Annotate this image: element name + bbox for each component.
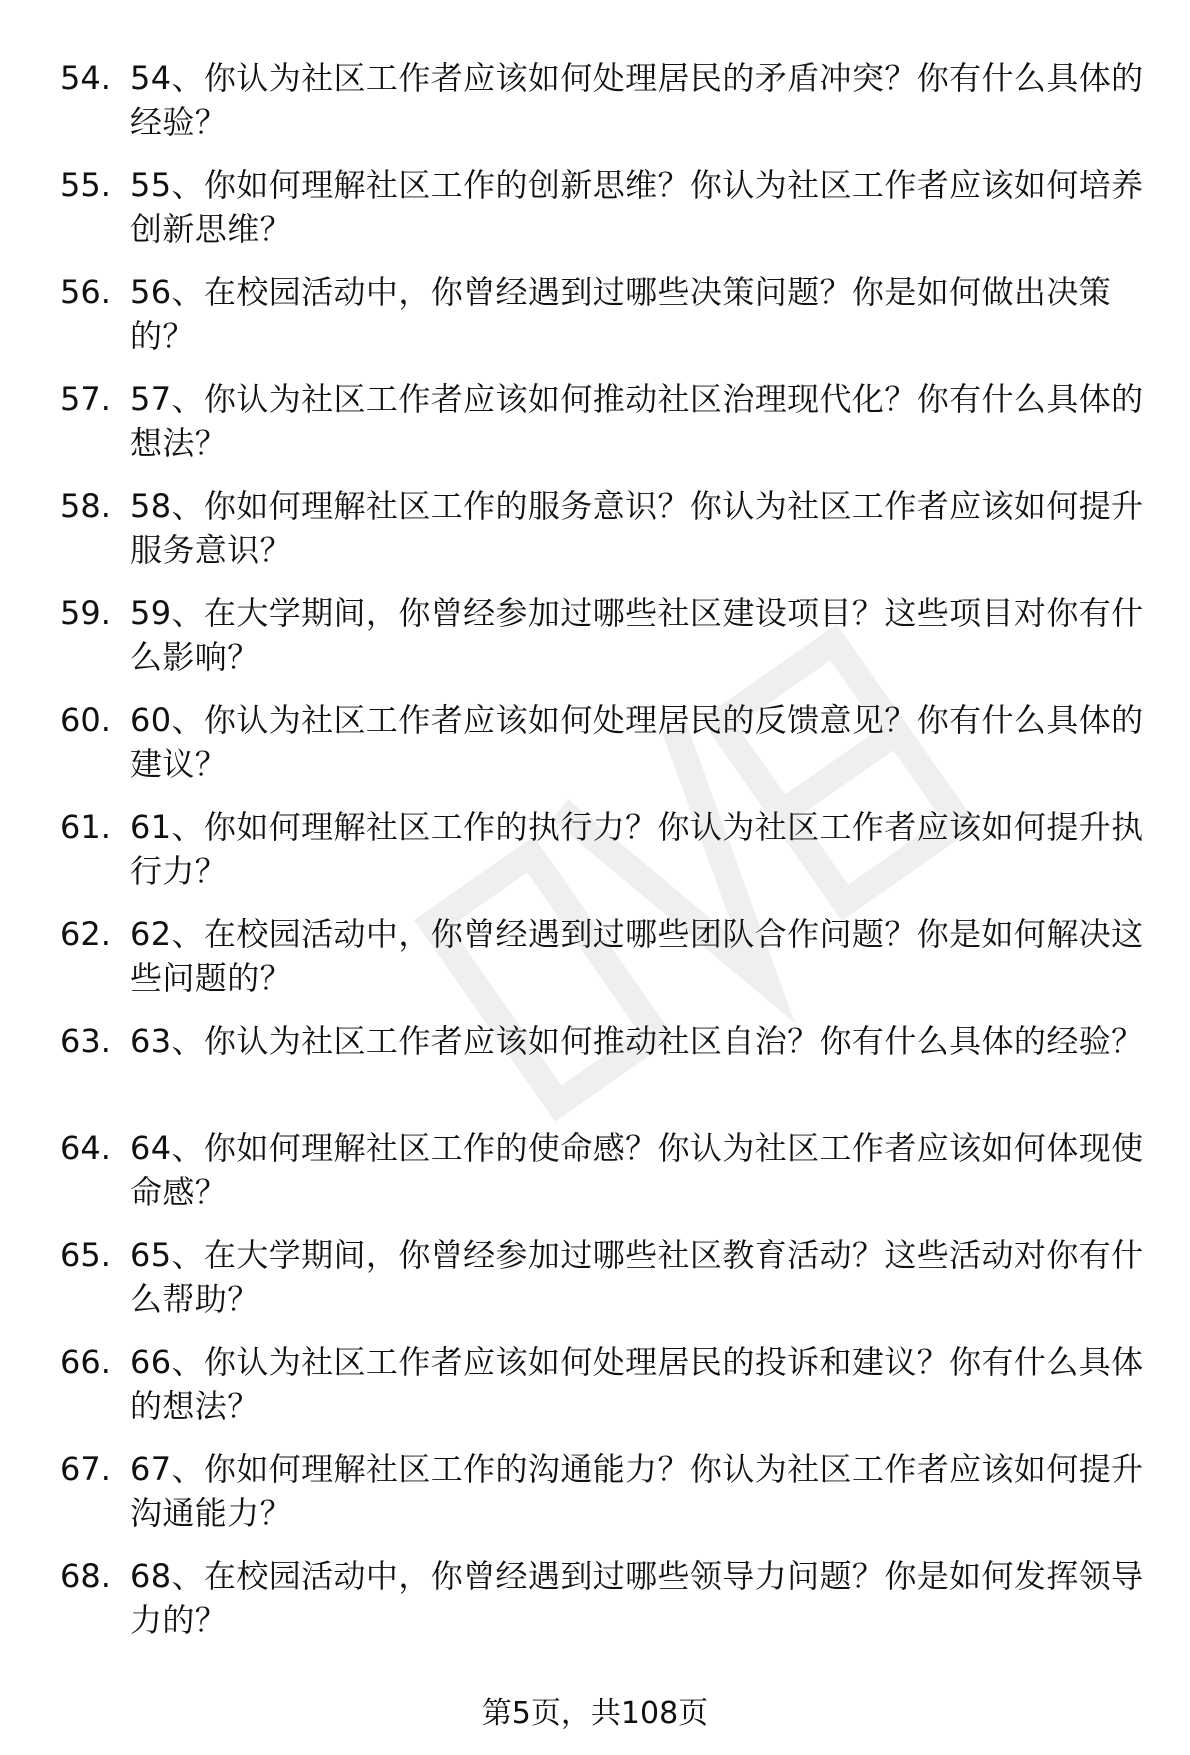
list-item <box>60 56 1160 163</box>
question-number: 68. <box>60 1557 111 1595</box>
list-item <box>60 163 1160 270</box>
list-item <box>60 591 1160 698</box>
question-text: 54、你认为社区工作者应该如何处理居民的矛盾冲突？你有什么具体的经验？ <box>130 59 1144 141</box>
question-number: 66. <box>60 1343 111 1381</box>
list-item <box>60 484 1160 591</box>
question-number: 58. <box>60 487 111 525</box>
list-item <box>60 698 1160 805</box>
question-text: 67、你如何理解社区工作的沟通能力？你认为社区工作者应该如何提升沟通能力？ <box>130 1450 1144 1532</box>
question-text: 63、你认为社区工作者应该如何推动社区自治？你有什么具体的经验？ <box>130 1022 1144 1060</box>
question-list <box>60 56 1160 1661</box>
list-item <box>60 1447 1160 1554</box>
question-text: 58、你如何理解社区工作的服务意识？你认为社区工作者应该如何提升服务意识？ <box>130 487 1144 569</box>
list-item <box>60 270 1160 377</box>
question-text: 62、在校园活动中，你曾经遇到过哪些团队合作问题？你是如何解决这些问题的？ <box>130 915 1144 997</box>
question-text: 65、在大学期间，你曾经参加过哪些社区教育活动？这些活动对你有什么帮助？ <box>130 1236 1144 1318</box>
question-number: 65. <box>60 1236 111 1274</box>
list-item <box>60 377 1160 484</box>
question-text: 59、在大学期间，你曾经参加过哪些社区建设项目？这些项目对你有什么影响？ <box>130 594 1144 676</box>
question-number: 59. <box>60 594 111 632</box>
list-item <box>60 805 1160 912</box>
page-footer: 第5页，共108页 <box>481 1696 709 1731</box>
list-item <box>60 1019 1160 1126</box>
question-number: 64. <box>60 1129 111 1167</box>
list-item <box>60 912 1160 1019</box>
question-text: 66、你认为社区工作者应该如何处理居民的投诉和建议？你有什么具体的想法？ <box>130 1343 1144 1425</box>
list-item <box>60 1340 1160 1447</box>
list-item <box>60 1126 1160 1233</box>
question-number: 61. <box>60 808 111 846</box>
question-number: 54. <box>60 59 111 97</box>
question-text: 56、在校园活动中，你曾经遇到过哪些决策问题？你是如何做出决策的？ <box>130 273 1112 355</box>
question-number: 63. <box>60 1022 111 1060</box>
question-text: 61、你如何理解社区工作的执行力？你认为社区工作者应该如何提升执行力？ <box>130 808 1144 890</box>
list-item <box>60 1233 1160 1340</box>
question-number: 62. <box>60 915 111 953</box>
question-text: 57、你认为社区工作者应该如何推动社区治理现代化？你有什么具体的想法？ <box>130 380 1144 462</box>
question-number: 60. <box>60 701 111 739</box>
question-text: 60、你认为社区工作者应该如何处理居民的反馈意见？你有什么具体的建议？ <box>130 701 1144 783</box>
question-text: 64、你如何理解社区工作的使命感？你认为社区工作者应该如何体现使命感？ <box>130 1129 1144 1211</box>
list-item <box>60 1554 1160 1661</box>
question-number: 67. <box>60 1450 111 1488</box>
question-number: 56. <box>60 273 111 311</box>
question-number: 55. <box>60 166 111 204</box>
question-text: 55、你如何理解社区工作的创新思维？你认为社区工作者应该如何培养创新思维？ <box>130 166 1144 248</box>
question-text: 68、在校园活动中，你曾经遇到过哪些领导力问题？你是如何发挥领导力的？ <box>130 1557 1144 1639</box>
question-number: 57. <box>60 380 111 418</box>
